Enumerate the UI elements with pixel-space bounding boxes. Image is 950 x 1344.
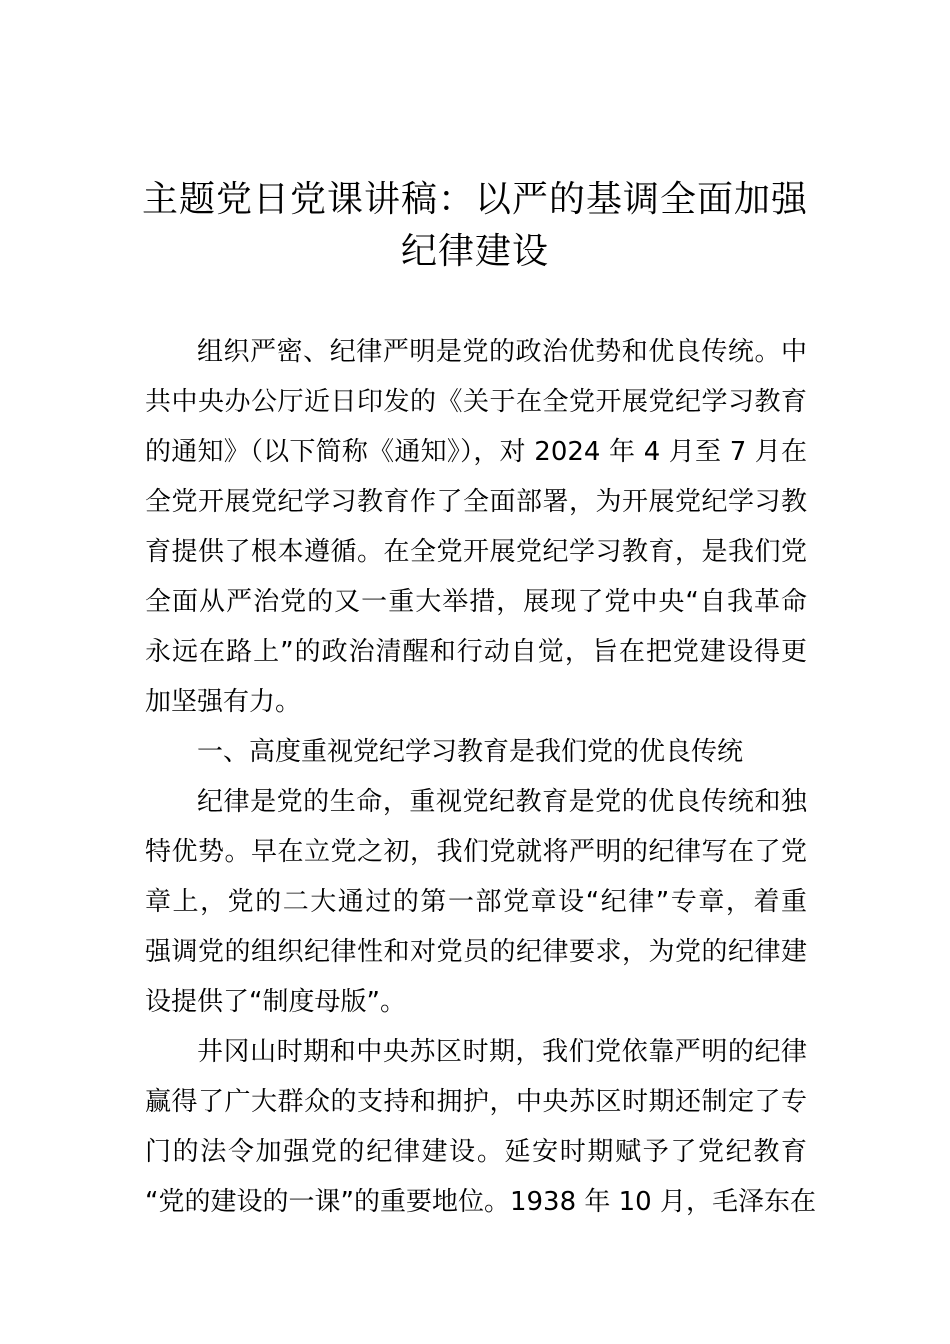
section-heading-text: 一、高度重视党纪学习教育是我们党的优良传统 <box>197 737 744 767</box>
text-line: 设提供了“制度母版”。 <box>145 987 406 1017</box>
paragraph-history <box>145 1027 816 1227</box>
text-line: 全面从严治党的又一重大举措，展现了党中央“自我革命 <box>145 587 807 617</box>
document-body <box>145 327 816 1227</box>
text-line: 纪律是党的生命，重视党纪教育是党的优良传统和独 <box>197 787 807 817</box>
text-line: 育提供了根本遵循。在全党开展党纪学习教育，是我们党 <box>145 537 807 567</box>
text-line: 章上，党的二大通过的第一部党章设“纪律”专章，着重 <box>145 887 807 917</box>
text-line: 加坚强有力。 <box>145 687 302 717</box>
text-line: 全党开展党纪学习教育作了全面部署，为开展党纪学习教 <box>145 487 807 517</box>
text-line: 强调党的组织纪律性和对党员的纪律要求，为党的纪律建 <box>145 937 807 967</box>
text-line: 的通知》（以下简称《通知》），对 2024 年 4 月至 7 月在 <box>145 437 807 467</box>
title-line: 主题党日党课讲稿：以严的基调全面加强 <box>141 179 808 220</box>
paragraph-discipline <box>145 777 807 1027</box>
text-line: 赢得了广大群众的支持和拥护，中央苏区时期还制定了专 <box>145 1087 807 1117</box>
text-line: 永远在路上”的政治清醒和行动自觉，旨在把党建设得更 <box>145 637 807 667</box>
section-heading <box>145 727 807 777</box>
paragraph-intro <box>145 327 807 727</box>
text-line: 井冈山时期和中央苏区时期，我们党依靠严明的纪律 <box>197 1037 807 1067</box>
text-line: 共中央办公厅近日印发的《关于在全党开展党纪学习教育 <box>145 387 807 417</box>
document-title <box>120 174 830 278</box>
text-line: 特优势。早在立党之初，我们党就将严明的纪律写在了党 <box>145 837 807 867</box>
text-line: “党的建设的一课”的重要地位。1938 年 10 月，毛泽东在 <box>145 1187 816 1217</box>
text-line: 门的法令加强党的纪律建设。延安时期赋予了党纪教育 <box>145 1137 807 1167</box>
title-line: 纪律建设 <box>400 231 549 272</box>
text-line: 组织严密、纪律严明是党的政治优势和优良传统。中 <box>197 337 807 367</box>
